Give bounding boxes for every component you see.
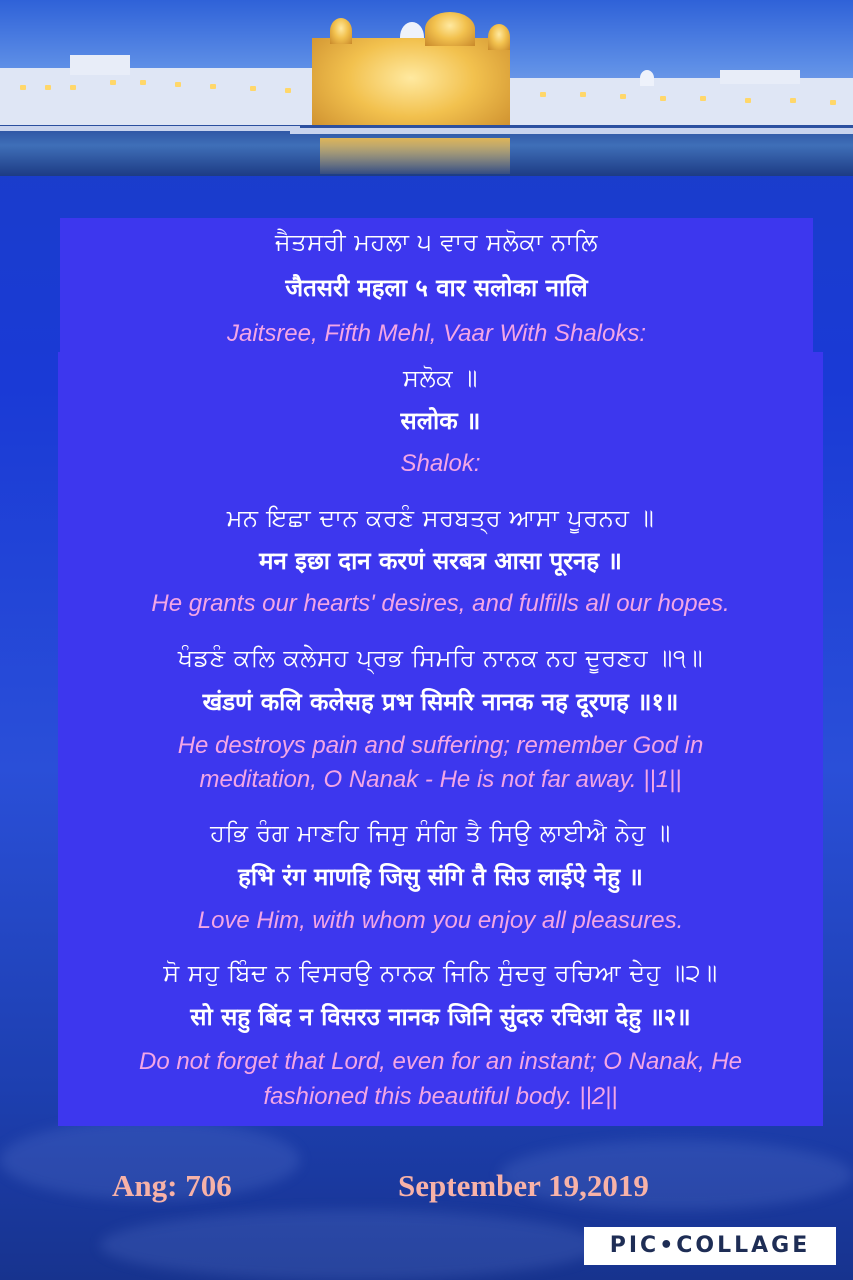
date-label: September 19,2019 (398, 1168, 649, 1203)
verse2-devanagari: खंडणं कलि कलेसह प्रभ सिमरि नानक नह दूरणह ॥१॥ (202, 688, 679, 716)
title-gurmukhi: ਜੈਤਸਰੀ ਮਹਲਾ ੫ ਵਾਰ ਸਲੋਕਾ ਨਾਲਿ (274, 228, 599, 256)
verse2-gurmukhi: ਖੰਡਣੰ ਕਲਿ ਕਲੇਸਹ ਪ੍ਰਭ ਸਿਮਰਿ ਨਾਨਕ ਨਹ ਦੂਰਣਹ ॥੧॥ (177, 644, 704, 672)
golden-temple-photo (0, 0, 853, 176)
ang-number: Ang: 706 (112, 1168, 232, 1203)
shalok-gurmukhi: ਸਲੋਕ ॥ (403, 364, 478, 392)
shalok-devanagari: सलोक ॥ (400, 407, 481, 435)
verse4-gurmukhi: ਸੋ ਸਹੁ ਬਿੰਦ ਨ ਵਿਸਰਉ ਨਾਨਕ ਜਿਨਿ ਸੁੰਦਰੁ ਰਚਿਆ ਦੇਹੁ ॥੨॥ (163, 959, 718, 987)
title-english: Jaitsree, Fifth Mehl, Vaar With Shaloks: (226, 320, 647, 347)
pic-collage-watermark: PIC•COLLAGE (584, 1227, 836, 1265)
verse3-english: Love Him, with whom you enjoy all pleasures. (197, 907, 684, 934)
shalok-english: Shalok: (400, 450, 481, 477)
verse1-english: He grants our hearts' desires, and fulfills all our hopes. (151, 590, 730, 617)
verse1-devanagari: मन इछा दान करणं सरबत्र आसा पूरनह ॥ (259, 547, 622, 575)
title-panel (60, 218, 813, 352)
cloud (100, 1210, 600, 1280)
verse3-gurmukhi: ਹਭਿ ਰੰਗ ਮਾਣਹਿ ਜਿਸੁ ਸੰਗਿ ਤੈ ਸਿਉ ਲਾਈਐ ਨੇਹੁ ॥ (210, 819, 671, 847)
verse3-devanagari: हभि रंग माणहि जिसु संगि तै सिउ लाईऐ नेहु ॥ (238, 863, 643, 891)
verse1-gurmukhi: ਮਨ ਇਛਾ ਦਾਨ ਕਰਣੰ ਸਰਬਤ੍ਰ ਆਸਾ ਪੂਰਨਹ ॥ (226, 504, 655, 532)
verse2-english-line1: He destroys pain and suffering; remember God in (177, 732, 704, 759)
verses-panel (58, 352, 823, 1126)
verse4-devanagari: सो सहु बिंद न विसरउ नानक जिनि सुंदरु रचिआ देहु ॥२॥ (190, 1003, 691, 1031)
verse4-english-line2: fashioned this beautiful body. ||2|| (263, 1083, 618, 1110)
title-devanagari: जैतसरी महला ५ वार सलोका नालि (285, 274, 588, 302)
verse2-english-line2: meditation, O Nanak - He is not far away. ||1|| (199, 766, 682, 793)
verse4-english-line1: Do not forget that Lord, even for an instant; O Nanak, He (138, 1048, 742, 1075)
